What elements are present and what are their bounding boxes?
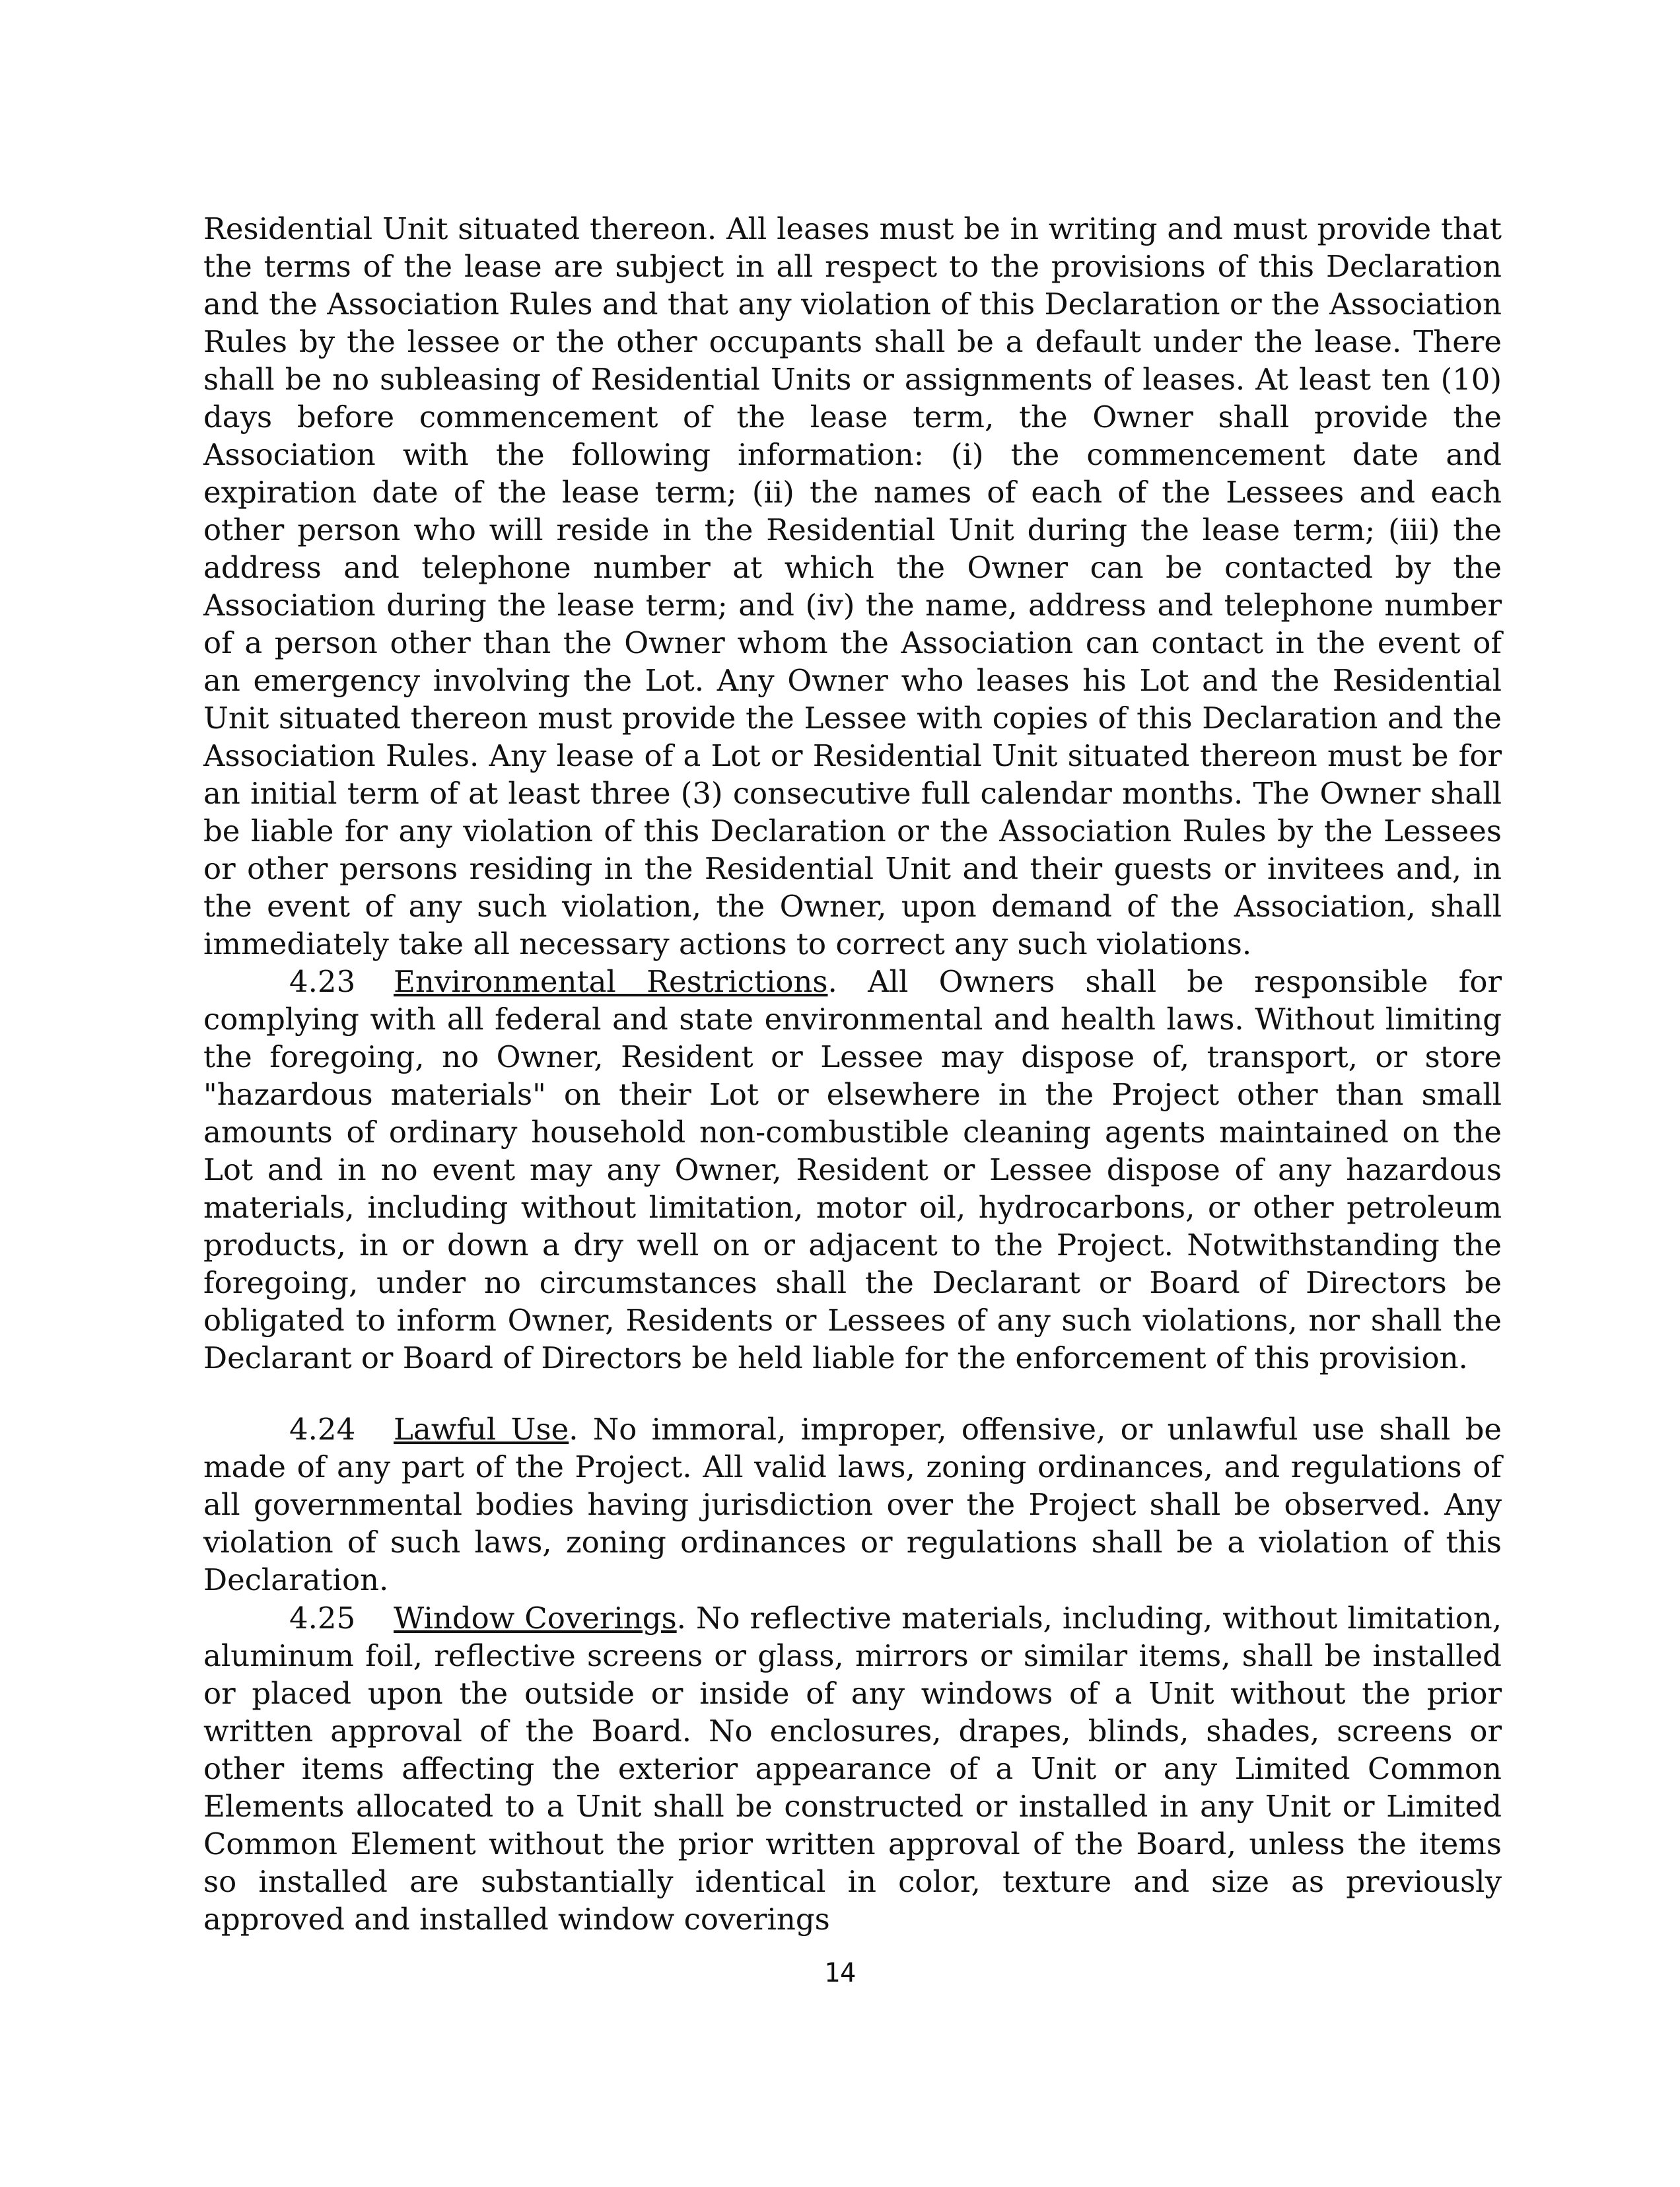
section-text: . No reflective materials, including, without limitation, aluminum foil, reflective screens or glass, mirrors or similar items, shall be installed or placed upon the outside or inside of any windows of a Unit without the prior written approval of the Board. No enclosures, drapes, blinds, shades, screens or other items affecting the exterior appearance of a Unit or any Limited Common Elements allocated to a Unit shall be constructed or installed in any Unit or Limited Common Element without the prior written approval of the Board, unless the items so installed are substantially identical in color, texture and size as previously approved and installed window coverings: [203, 1601, 1502, 1937]
section-heading: Lawful Use: [394, 1412, 569, 1447]
section-number: 4.23: [289, 964, 356, 999]
page-number: 14: [823, 1958, 857, 1988]
section-number: 4.25: [289, 1601, 356, 1636]
section-4-23: [203, 963, 1502, 1377]
section-4-24: [203, 1410, 1502, 1599]
paragraph-lease-continuation: [203, 210, 1502, 963]
section-4-25: [203, 1599, 1502, 1938]
section-heading: Window Coverings: [394, 1601, 677, 1636]
section-heading: Environmental Restrictions: [394, 964, 828, 999]
section-text: . All Owners shall be responsible for complying with all federal and state environmental and health laws. Without limiting the foregoing, no Owner, Resident or Lessee may dispose of, transport, or store "hazardous materials" on their Lot or elsewhere in the Project other than small amounts of ordinary household non-combustible cleaning agents maintained on the Lot and in no event may any Owner, Resident or Lessee dispose of any hazardous materials, including without limitation, motor oil, hydrocarbons, or other petroleum products, in or down a dry well on or adjacent to the Project. Notwithstanding the foregoing, under no circumstances shall the Declarant or Board of Directors be obligated to inform Owner, Residents or Lessees of any such violations, nor shall the Declarant or Board of Directors be held liable for the enforcement of this provision.: [203, 964, 1502, 1375]
section-number: 4.24: [289, 1412, 356, 1447]
section-text: . No immoral, improper, offensive, or unlawful use shall be made of any part of the Project. All valid laws, zoning ordinances, and regulations of all governmental bodies having jurisdiction over the Project shall be observed. Any violation of such laws, zoning ordinances or regulations shall be a violation of this Declaration.: [203, 1412, 1502, 1597]
paragraph-text: Residential Unit situated thereon. All leases must be in writing and must provide that the terms of the lease are subject in all respect to the provisions of this Declaration and the Association Rules and that any violation of this Declaration or the Association Rules by the lessee or the other occupants shall be a default under the lease. There shall be no subleasing of Residential Units or assignments of leases. At least ten (10) days before commencement of the lease term, the Owner shall provide the Association with the following information: (i) the commencement date and expiration date of the lease term; (ii) the names of each of the Lessees and each other person who will reside in the Residential Unit during the lease term; (iii) the address and telephone number at which the Owner can be contacted by the Association during the lease term; and (iv) the name, address and telephone number of a person other than the Owner whom the Association can contact in the event of an emergency involving the Lot. Any Owner who leases his Lot and the Residential Unit situated thereon must provide the Lessee with copies of this Declaration and the Association Rules. Any lease of a Lot or Residential Unit situated thereon must be for an initial term of at least three (3) consecutive full calendar months. The Owner shall be liable for any violation of this Declaration or the Association Rules by the Lessees or other persons residing in the Residential Unit and their guests or invitees and, in the event of any such violation, the Owner, upon demand of the Association, shall immediately take all necessary actions to correct any such violations.: [203, 211, 1502, 961]
